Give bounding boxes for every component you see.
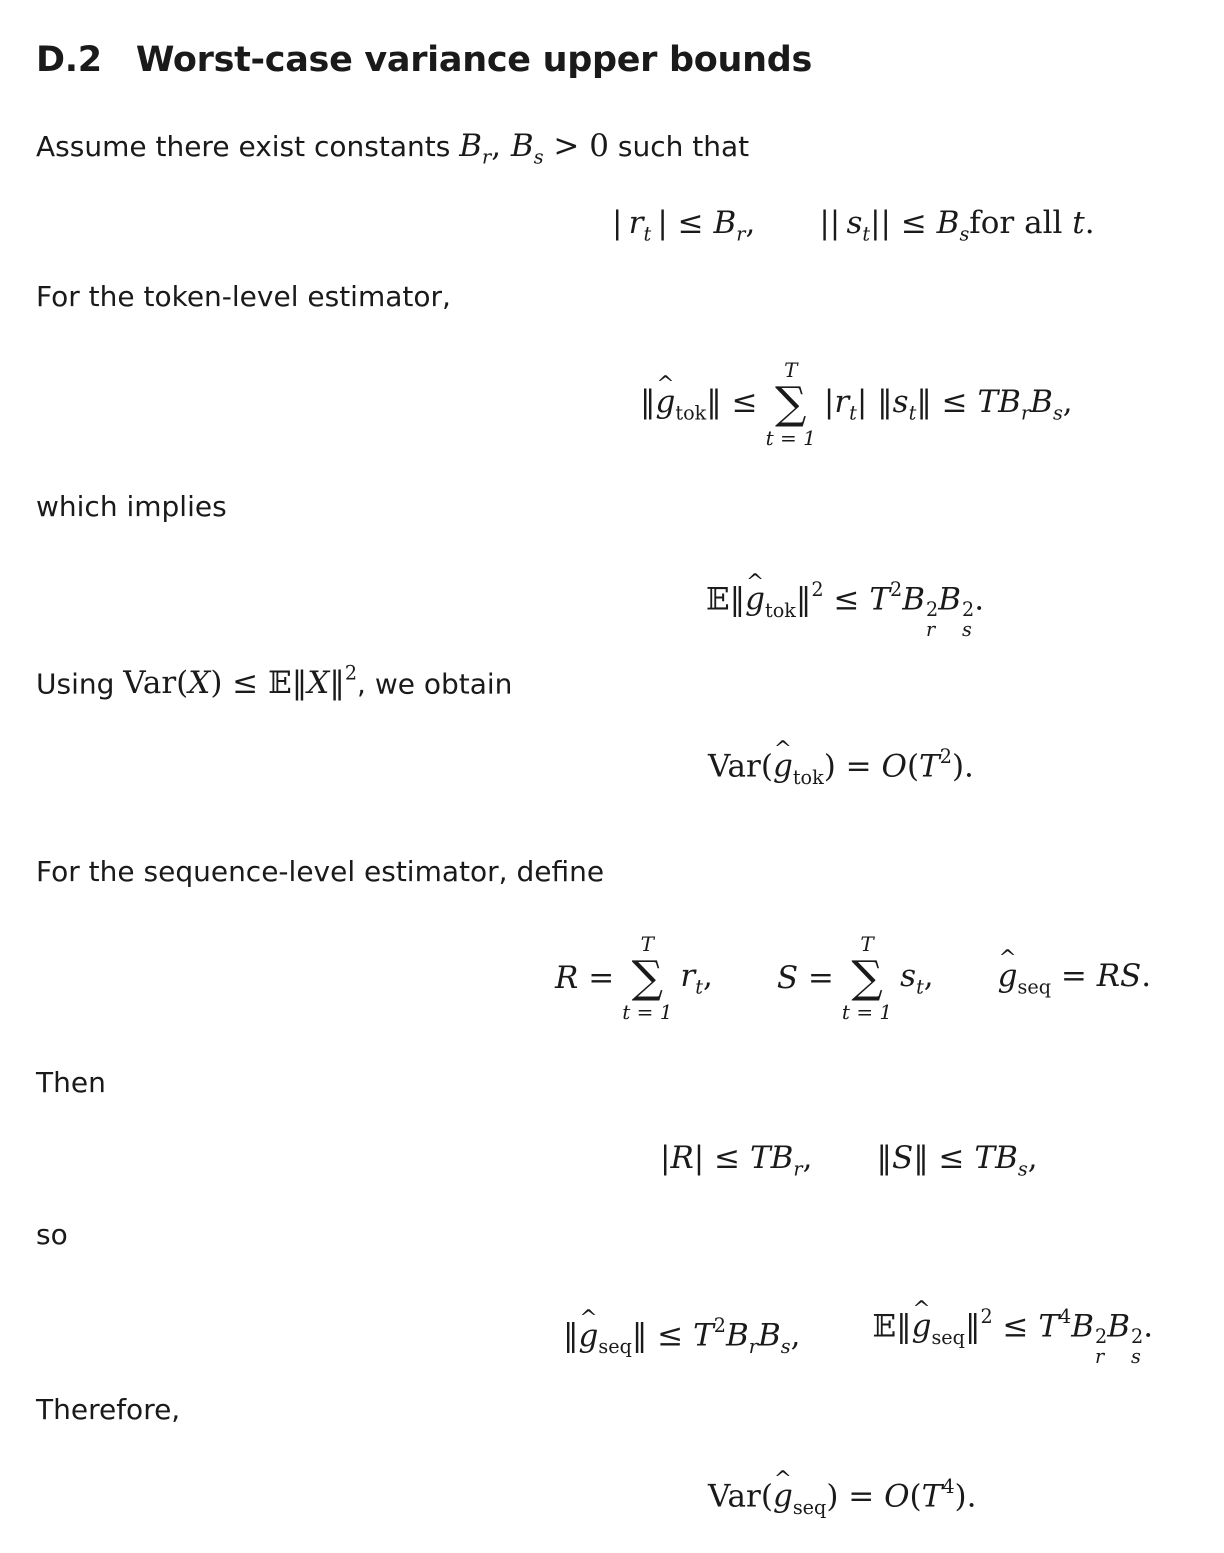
therefore-paragraph: Therefore, — [36, 1393, 181, 1426]
implies-paragraph: which implies — [36, 490, 227, 523]
token-level-paragraph: For the token-level estimator, — [36, 280, 451, 313]
sum-bounds-equation: $|R| \le TB_r$, ‖S‖ ≤ $TB_s$, — [660, 1140, 1038, 1181]
assumption-paragraph — [36, 128, 749, 168]
token-norm-bound-equation: ‖^ $g_{tok}‖$ ≤ T ∑ t = 1 $|r_t|$ $‖s_t‖ \le TB_rB_s$, — [640, 360, 1073, 448]
section-number: D.2 — [36, 40, 102, 80]
var-text: Var — [708, 748, 761, 785]
seq-subscript: seq — [1017, 975, 1052, 999]
seq-subscript: seq — [792, 1495, 827, 1519]
seq-subscript: seq — [931, 1325, 965, 1349]
bound-assumption-equation: | $r_t$ | ≤ $B_r$, || $s_t|| \le B_sfor$ all t. — [612, 205, 1095, 246]
var-text: Var — [708, 1478, 761, 1515]
using-paragraph — [36, 662, 512, 701]
sum-operator: T ∑ t = 1 — [841, 932, 893, 1024]
then-paragraph: Then — [36, 1066, 106, 1099]
assume-suffix-text: such that — [617, 130, 750, 163]
sequence-level-paragraph: For the sequence-level estimator, define — [36, 855, 605, 888]
tok-subscript: tok — [765, 598, 796, 622]
variance-inequality-inline-math: Var(X) ≤ 𝔼‖X‖$^2$ — [123, 662, 358, 702]
assume-text: Assume there exist constants — [36, 130, 451, 163]
seq-subscript: seq — [598, 1335, 632, 1359]
sum-operator: T ∑ t = 1 — [765, 358, 816, 450]
sequence-variance-equation: Var(^ $g_{seq}) = O(T^4)$. — [708, 1475, 977, 1519]
token-variance-equation: Var(^ $g_{tok}) = O(T^2)$. — [708, 745, 974, 789]
sequence-bounds-equation: ‖^ $g_{seq}‖ \le T^2B_rB_s$, 𝔼‖^ $g_{seq}‖^2 \le T^4B$ 2 r B 2 s . — [563, 1305, 1153, 1368]
for-all-text: for all — [969, 205, 1063, 241]
sum-operator: T ∑ t = 1 — [622, 932, 673, 1024]
tok-subscript: tok — [792, 765, 824, 789]
using-suffix-text: , we obtain — [357, 667, 513, 701]
section-heading — [36, 40, 812, 80]
section-title: Worst-case variance upper bounds — [135, 40, 813, 80]
so-paragraph: so — [36, 1218, 68, 1251]
token-second-moment-equation: 𝔼‖^ $g_{tok}‖^2 \le T^2B$ 2 r B 2 s . — [706, 578, 984, 641]
sequence-definition-equation: R = T ∑ t = 1 $r_t$, S = T ∑ t = 1 $s_t$, ^ $g_{seq}$ = RS. — [555, 934, 1151, 1022]
tok-subscript: tok — [675, 401, 707, 425]
constants-inline-math: $B_r$, $B_s > 0$ — [459, 128, 609, 169]
var-text: Var — [123, 665, 177, 702]
using-text: Using — [36, 667, 115, 701]
